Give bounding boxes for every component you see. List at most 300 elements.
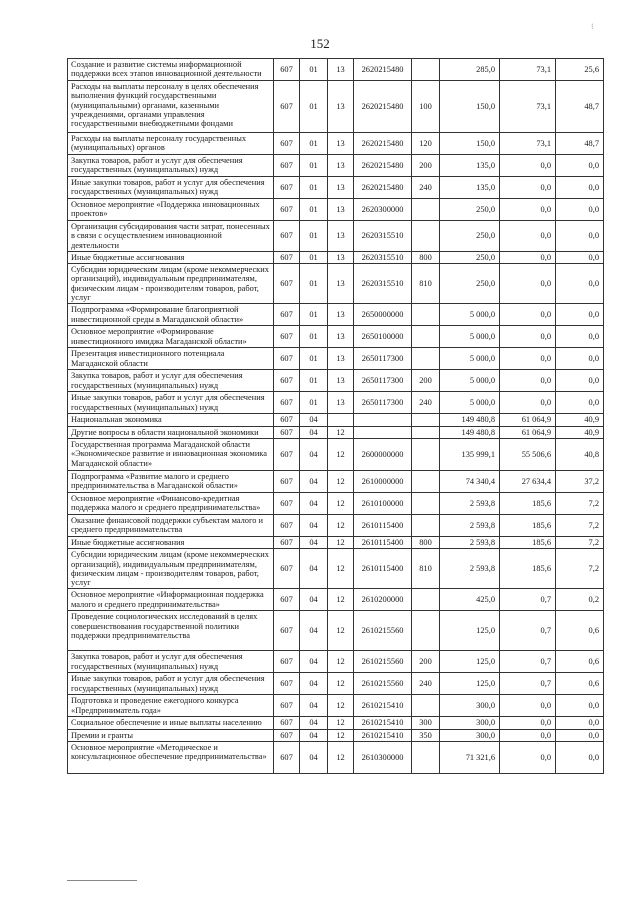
row-plan-cell: 135,0 [440, 155, 500, 177]
table-row [68, 729, 604, 741]
row-ved-cell: 607 [274, 514, 300, 536]
row-pct-cell: 0,6 [556, 673, 604, 695]
row-name-cell: Проведение социологических исследований в целях совершенствования государственной политики поддержки предпринимательства [68, 611, 274, 651]
row-plan-cell: 300,0 [440, 717, 500, 729]
row-ved-cell: 607 [274, 177, 300, 199]
row-plan-cell: 2 593,8 [440, 536, 500, 548]
row-fact-cell: 0,0 [500, 392, 556, 414]
row-rz-cell: 01 [300, 81, 328, 133]
row-fact-cell: 0,0 [500, 348, 556, 370]
row-ved-cell: 607 [274, 742, 300, 774]
row-csr-cell: 2610215560 [354, 673, 412, 695]
row-fact-cell: 0,7 [500, 611, 556, 651]
row-rz-cell: 01 [300, 326, 328, 348]
row-csr-cell: 2610100000 [354, 492, 412, 514]
row-name-cell: Подпрограмма «Развитие малого и среднего предпринимательства в Магаданской области» [68, 470, 274, 492]
row-fact-cell: 0,0 [500, 370, 556, 392]
row-pct-cell: 0,0 [556, 304, 604, 326]
row-ved-cell: 607 [274, 326, 300, 348]
row-pr-cell: 13 [328, 199, 354, 221]
row-rz-cell: 04 [300, 536, 328, 548]
row-name-cell: Национальная экономика [68, 414, 274, 426]
row-vr-cell [412, 589, 440, 611]
row-ved-cell: 607 [274, 589, 300, 611]
row-csr-cell: 2610215560 [354, 611, 412, 651]
row-ved-cell: 607 [274, 438, 300, 470]
row-ved-cell: 607 [274, 392, 300, 414]
row-pr-cell: 13 [328, 392, 354, 414]
row-fact-cell: 0,0 [500, 717, 556, 729]
row-pr-cell: 13 [328, 59, 354, 81]
row-rz-cell: 01 [300, 264, 328, 304]
row-vr-cell: 810 [412, 264, 440, 304]
row-pr-cell: 13 [328, 177, 354, 199]
row-pct-cell: 37,2 [556, 470, 604, 492]
row-plan-cell: 5 000,0 [440, 392, 500, 414]
row-csr-cell: 2650100000 [354, 326, 412, 348]
table-row [68, 392, 604, 414]
row-csr-cell: 2620215480 [354, 177, 412, 199]
row-pct-cell: 40,8 [556, 438, 604, 470]
row-vr-cell: 120 [412, 133, 440, 155]
row-pr-cell: 13 [328, 304, 354, 326]
row-vr-cell [412, 326, 440, 348]
row-name-cell: Расходы на выплаты персоналу государственных (муниципальных) органов [68, 133, 274, 155]
row-pr-cell: 12 [328, 589, 354, 611]
row-ved-cell: 607 [274, 81, 300, 133]
row-plan-cell: 300,0 [440, 695, 500, 717]
table-row [68, 673, 604, 695]
row-pr-cell: 13 [328, 370, 354, 392]
table-row [68, 177, 604, 199]
row-name-cell: Субсидии юридическим лицам (кроме некоммерческих организаций), индивидуальным предпринимателям, физическим лицам - производителям товаров, работ, услуг [68, 264, 274, 304]
row-vr-cell [412, 59, 440, 81]
row-rz-cell: 01 [300, 177, 328, 199]
row-pct-cell: 7,2 [556, 549, 604, 589]
row-vr-cell: 100 [412, 81, 440, 133]
row-fact-cell: 185,6 [500, 549, 556, 589]
row-name-cell: Иные бюджетные ассигнования [68, 251, 274, 263]
row-fact-cell: 73,1 [500, 81, 556, 133]
row-csr-cell: 2610115400 [354, 536, 412, 548]
row-fact-cell: 0,0 [500, 729, 556, 741]
row-plan-cell: 285,0 [440, 59, 500, 81]
row-plan-cell: 150,0 [440, 81, 500, 133]
corner-mark: ⁝ [591, 22, 594, 31]
row-plan-cell: 300,0 [440, 729, 500, 741]
row-rz-cell: 01 [300, 221, 328, 252]
row-csr-cell: 2610115400 [354, 514, 412, 536]
row-name-cell: Премии и гранты [68, 729, 274, 741]
table-row [68, 81, 604, 133]
row-ved-cell: 607 [274, 695, 300, 717]
table-row [68, 199, 604, 221]
row-pct-cell: 40,9 [556, 414, 604, 426]
row-rz-cell: 04 [300, 492, 328, 514]
row-ved-cell: 607 [274, 155, 300, 177]
row-rz-cell: 01 [300, 304, 328, 326]
row-rz-cell: 01 [300, 59, 328, 81]
row-fact-cell: 27 634,4 [500, 470, 556, 492]
row-name-cell: Подпрограмма «Формирование благоприятной инвестиционной среды в Магаданской области» [68, 304, 274, 326]
row-pct-cell: 25,6 [556, 59, 604, 81]
row-pr-cell: 12 [328, 651, 354, 673]
row-pct-cell: 0,0 [556, 155, 604, 177]
row-rz-cell: 04 [300, 549, 328, 589]
row-csr-cell: 2610000000 [354, 470, 412, 492]
table-row [68, 221, 604, 252]
row-csr-cell: 2620215480 [354, 59, 412, 81]
row-pct-cell: 0,0 [556, 221, 604, 252]
row-fact-cell: 0,0 [500, 199, 556, 221]
row-rz-cell: 01 [300, 199, 328, 221]
row-pct-cell: 0,2 [556, 589, 604, 611]
row-vr-cell: 800 [412, 536, 440, 548]
row-name-cell: Основное мероприятие «Методическое и консультационное обеспечение предпринимательства» [68, 742, 274, 774]
row-plan-cell: 71 321,6 [440, 742, 500, 774]
row-ved-cell: 607 [274, 470, 300, 492]
row-pr-cell: 12 [328, 536, 354, 548]
row-vr-cell [412, 221, 440, 252]
row-csr-cell [354, 414, 412, 426]
row-pr-cell: 13 [328, 264, 354, 304]
table-row [68, 717, 604, 729]
table-row [68, 589, 604, 611]
row-ved-cell: 607 [274, 221, 300, 252]
row-name-cell: Основное мероприятие «Формирование инвестиционного имиджа Магаданской области» [68, 326, 274, 348]
table-row [68, 264, 604, 304]
row-name-cell: Субсидии юридическим лицам (кроме некоммерческих организаций), индивидуальным предпринимателям, физическим лицам - производителям товаров, работ, услуг [68, 549, 274, 589]
row-vr-cell: 350 [412, 729, 440, 741]
row-vr-cell [412, 304, 440, 326]
row-name-cell: Закупка товаров, работ и услуг для обеспечения государственных (муниципальных) нужд [68, 651, 274, 673]
row-vr-cell [412, 438, 440, 470]
row-vr-cell [412, 199, 440, 221]
row-plan-cell: 250,0 [440, 199, 500, 221]
row-pr-cell: 12 [328, 695, 354, 717]
row-vr-cell: 810 [412, 549, 440, 589]
row-csr-cell: 2610215560 [354, 651, 412, 673]
row-csr-cell: 2610215410 [354, 717, 412, 729]
row-ved-cell: 607 [274, 492, 300, 514]
table-row [68, 695, 604, 717]
row-pr-cell: 13 [328, 348, 354, 370]
row-rz-cell: 04 [300, 426, 328, 438]
row-pr-cell [328, 414, 354, 426]
table-row [68, 59, 604, 81]
table-row [68, 155, 604, 177]
row-plan-cell: 2 593,8 [440, 549, 500, 589]
row-name-cell: Создание и развитие системы информационной поддержки всех этапов инновационной деятельности [68, 59, 274, 81]
row-csr-cell: 2620215480 [354, 155, 412, 177]
row-name-cell: Государственная программа Магаданской области «Экономическое развитие и инновационная экономика Магаданской области» [68, 438, 274, 470]
row-ved-cell: 607 [274, 673, 300, 695]
row-pct-cell: 0,0 [556, 177, 604, 199]
row-rz-cell: 01 [300, 392, 328, 414]
row-rz-cell: 01 [300, 133, 328, 155]
row-plan-cell: 150,0 [440, 133, 500, 155]
row-ved-cell: 607 [274, 370, 300, 392]
row-vr-cell: 800 [412, 251, 440, 263]
row-rz-cell: 01 [300, 348, 328, 370]
row-pr-cell: 12 [328, 426, 354, 438]
row-pr-cell: 12 [328, 470, 354, 492]
row-vr-cell [412, 414, 440, 426]
row-pct-cell: 0,0 [556, 717, 604, 729]
row-plan-cell: 125,0 [440, 673, 500, 695]
row-plan-cell: 250,0 [440, 221, 500, 252]
row-plan-cell: 149 480,8 [440, 426, 500, 438]
row-csr-cell: 2620300000 [354, 199, 412, 221]
table-row [68, 611, 604, 651]
row-vr-cell [412, 470, 440, 492]
row-ved-cell: 607 [274, 264, 300, 304]
row-vr-cell [412, 514, 440, 536]
table-row [68, 549, 604, 589]
row-name-cell: Основное мероприятие «Информационная поддержка малого и среднего предпринимательства» [68, 589, 274, 611]
row-fact-cell: 61 064,9 [500, 426, 556, 438]
row-pct-cell: 7,2 [556, 536, 604, 548]
row-csr-cell: 2600000000 [354, 438, 412, 470]
row-csr-cell: 2620215480 [354, 81, 412, 133]
row-csr-cell: 2610215410 [354, 695, 412, 717]
row-ved-cell: 607 [274, 59, 300, 81]
row-pct-cell: 0,0 [556, 695, 604, 717]
row-rz-cell: 01 [300, 370, 328, 392]
row-fact-cell: 73,1 [500, 59, 556, 81]
row-csr-cell: 2650117300 [354, 392, 412, 414]
row-rz-cell: 04 [300, 742, 328, 774]
row-vr-cell [412, 426, 440, 438]
row-vr-cell [412, 611, 440, 651]
row-plan-cell: 5 000,0 [440, 304, 500, 326]
table-row [68, 370, 604, 392]
row-ved-cell: 607 [274, 348, 300, 370]
table-row [68, 470, 604, 492]
row-pct-cell: 0,0 [556, 326, 604, 348]
row-pr-cell: 13 [328, 81, 354, 133]
row-pr-cell: 12 [328, 514, 354, 536]
row-vr-cell: 200 [412, 651, 440, 673]
row-plan-cell: 5 000,0 [440, 326, 500, 348]
row-plan-cell: 74 340,4 [440, 470, 500, 492]
row-fact-cell: 0,0 [500, 304, 556, 326]
row-pct-cell: 0,6 [556, 651, 604, 673]
row-ved-cell: 607 [274, 536, 300, 548]
row-name-cell: Социальное обеспечение и иные выплаты населению [68, 717, 274, 729]
table-row [68, 304, 604, 326]
row-vr-cell [412, 695, 440, 717]
table-row [68, 414, 604, 426]
row-csr-cell: 2620315510 [354, 264, 412, 304]
table-row [68, 742, 604, 774]
row-rz-cell: 04 [300, 611, 328, 651]
row-pct-cell: 0,0 [556, 729, 604, 741]
row-ved-cell: 607 [274, 426, 300, 438]
row-rz-cell: 04 [300, 470, 328, 492]
row-name-cell: Другие вопросы в области национальной экономики [68, 426, 274, 438]
row-name-cell: Иные закупки товаров, работ и услуг для обеспечения государственных (муниципальных) нужд [68, 177, 274, 199]
row-rz-cell: 01 [300, 155, 328, 177]
row-fact-cell: 185,6 [500, 536, 556, 548]
row-ved-cell: 607 [274, 199, 300, 221]
row-pr-cell: 12 [328, 549, 354, 589]
row-fact-cell: 73,1 [500, 133, 556, 155]
row-name-cell: Расходы на выплаты персоналу в целях обеспечения выполнения функций государственными (муниципальными) органами, казенными учреждениями, органами управления государственными внебюджетными фондами [68, 81, 274, 133]
row-vr-cell: 240 [412, 673, 440, 695]
row-pct-cell: 0,0 [556, 742, 604, 774]
budget-table-container [67, 58, 603, 774]
table-row [68, 514, 604, 536]
row-name-cell: Иные бюджетные ассигнования [68, 536, 274, 548]
row-vr-cell: 200 [412, 370, 440, 392]
row-ved-cell: 607 [274, 717, 300, 729]
row-plan-cell: 250,0 [440, 251, 500, 263]
row-pct-cell: 0,0 [556, 251, 604, 263]
row-plan-cell: 2 593,8 [440, 514, 500, 536]
row-pr-cell: 13 [328, 251, 354, 263]
row-fact-cell: 185,6 [500, 514, 556, 536]
row-pr-cell: 13 [328, 221, 354, 252]
row-rz-cell: 04 [300, 514, 328, 536]
row-rz-cell: 04 [300, 651, 328, 673]
row-rz-cell: 04 [300, 589, 328, 611]
row-plan-cell: 125,0 [440, 651, 500, 673]
row-plan-cell: 135,0 [440, 177, 500, 199]
row-csr-cell: 2610115400 [354, 549, 412, 589]
row-fact-cell: 0,0 [500, 742, 556, 774]
row-fact-cell: 0,0 [500, 155, 556, 177]
row-name-cell: Закупка товаров, работ и услуг для обеспечения государственных (муниципальных) нужд [68, 155, 274, 177]
row-ved-cell: 607 [274, 549, 300, 589]
row-pct-cell: 48,7 [556, 81, 604, 133]
row-fact-cell: 185,6 [500, 492, 556, 514]
row-rz-cell: 04 [300, 695, 328, 717]
row-csr-cell: 2620315510 [354, 221, 412, 252]
row-csr-cell: 2650117300 [354, 370, 412, 392]
table-row [68, 536, 604, 548]
row-csr-cell: 2610300000 [354, 742, 412, 774]
table-row [68, 251, 604, 263]
row-pct-cell: 7,2 [556, 514, 604, 536]
row-fact-cell: 0,0 [500, 695, 556, 717]
table-body [68, 59, 604, 774]
row-ved-cell: 607 [274, 651, 300, 673]
row-name-cell: Оказание финансовой поддержки субъектам малого и среднего предпринимательства [68, 514, 274, 536]
row-csr-cell: 2620215480 [354, 133, 412, 155]
row-pct-cell: 40,9 [556, 426, 604, 438]
row-rz-cell: 04 [300, 414, 328, 426]
row-vr-cell: 240 [412, 392, 440, 414]
row-plan-cell: 149 480,8 [440, 414, 500, 426]
row-plan-cell: 125,0 [440, 611, 500, 651]
row-rz-cell: 04 [300, 438, 328, 470]
footnote-rule [67, 880, 137, 881]
row-ved-cell: 607 [274, 611, 300, 651]
row-name-cell: Иные закупки товаров, работ и услуг для обеспечения государственных (муниципальных) нужд [68, 673, 274, 695]
table-row [68, 651, 604, 673]
row-pct-cell: 0,0 [556, 264, 604, 304]
row-pct-cell: 0,0 [556, 348, 604, 370]
row-pr-cell: 12 [328, 492, 354, 514]
row-pr-cell: 13 [328, 133, 354, 155]
row-csr-cell: 2610215410 [354, 729, 412, 741]
row-plan-cell: 250,0 [440, 264, 500, 304]
table-row [68, 348, 604, 370]
row-fact-cell: 0,0 [500, 177, 556, 199]
row-pr-cell: 12 [328, 729, 354, 741]
row-vr-cell [412, 348, 440, 370]
row-name-cell: Основное мероприятие «Финансово-кредитная поддержка малого и среднего предпринимательства» [68, 492, 274, 514]
row-rz-cell: 01 [300, 251, 328, 263]
table-row [68, 492, 604, 514]
row-plan-cell: 2 593,8 [440, 492, 500, 514]
row-vr-cell: 300 [412, 717, 440, 729]
table-row [68, 133, 604, 155]
row-pct-cell: 7,2 [556, 492, 604, 514]
row-name-cell: Основное мероприятие «Поддержка инновационных проектов» [68, 199, 274, 221]
row-fact-cell: 0,7 [500, 651, 556, 673]
row-plan-cell: 135 999,1 [440, 438, 500, 470]
row-name-cell: Закупка товаров, работ и услуг для обеспечения государственных (муниципальных) нужд [68, 370, 274, 392]
row-csr-cell: 2610200000 [354, 589, 412, 611]
row-name-cell: Иные закупки товаров, работ и услуг для обеспечения государственных (муниципальных) нужд [68, 392, 274, 414]
row-ved-cell: 607 [274, 133, 300, 155]
budget-table [67, 58, 604, 774]
row-pct-cell: 0,6 [556, 611, 604, 651]
row-pr-cell: 12 [328, 611, 354, 651]
row-pct-cell: 48,7 [556, 133, 604, 155]
row-pr-cell: 13 [328, 326, 354, 348]
row-rz-cell: 04 [300, 717, 328, 729]
row-fact-cell: 0,0 [500, 264, 556, 304]
row-pr-cell: 12 [328, 742, 354, 774]
row-fact-cell: 0,0 [500, 326, 556, 348]
row-csr-cell: 2650000000 [354, 304, 412, 326]
row-pr-cell: 12 [328, 673, 354, 695]
row-pct-cell: 0,0 [556, 199, 604, 221]
row-vr-cell: 240 [412, 177, 440, 199]
row-fact-cell: 0,7 [500, 589, 556, 611]
page-number: 152 [310, 36, 330, 51]
row-rz-cell: 04 [300, 673, 328, 695]
row-plan-cell: 425,0 [440, 589, 500, 611]
row-vr-cell [412, 742, 440, 774]
row-pct-cell: 0,0 [556, 392, 604, 414]
row-csr-cell: 2650117300 [354, 348, 412, 370]
row-fact-cell: 55 506,6 [500, 438, 556, 470]
row-pr-cell: 12 [328, 717, 354, 729]
row-rz-cell: 04 [300, 729, 328, 741]
row-pr-cell: 13 [328, 155, 354, 177]
row-fact-cell: 0,0 [500, 221, 556, 252]
row-plan-cell: 5 000,0 [440, 348, 500, 370]
row-vr-cell [412, 492, 440, 514]
row-ved-cell: 607 [274, 729, 300, 741]
row-fact-cell: 61 064,9 [500, 414, 556, 426]
row-fact-cell: 0,7 [500, 673, 556, 695]
row-ved-cell: 607 [274, 414, 300, 426]
table-row [68, 326, 604, 348]
row-fact-cell: 0,0 [500, 251, 556, 263]
table-row [68, 426, 604, 438]
row-pr-cell: 12 [328, 438, 354, 470]
row-name-cell: Подготовка и проведение ежегодного конкурса «Предприниматель года» [68, 695, 274, 717]
row-name-cell: Организация субсидирования части затрат, понесенных в связи с осуществлением инновационной деятельности [68, 221, 274, 252]
row-ved-cell: 607 [274, 251, 300, 263]
table-row [68, 438, 604, 470]
row-pct-cell: 0,0 [556, 370, 604, 392]
